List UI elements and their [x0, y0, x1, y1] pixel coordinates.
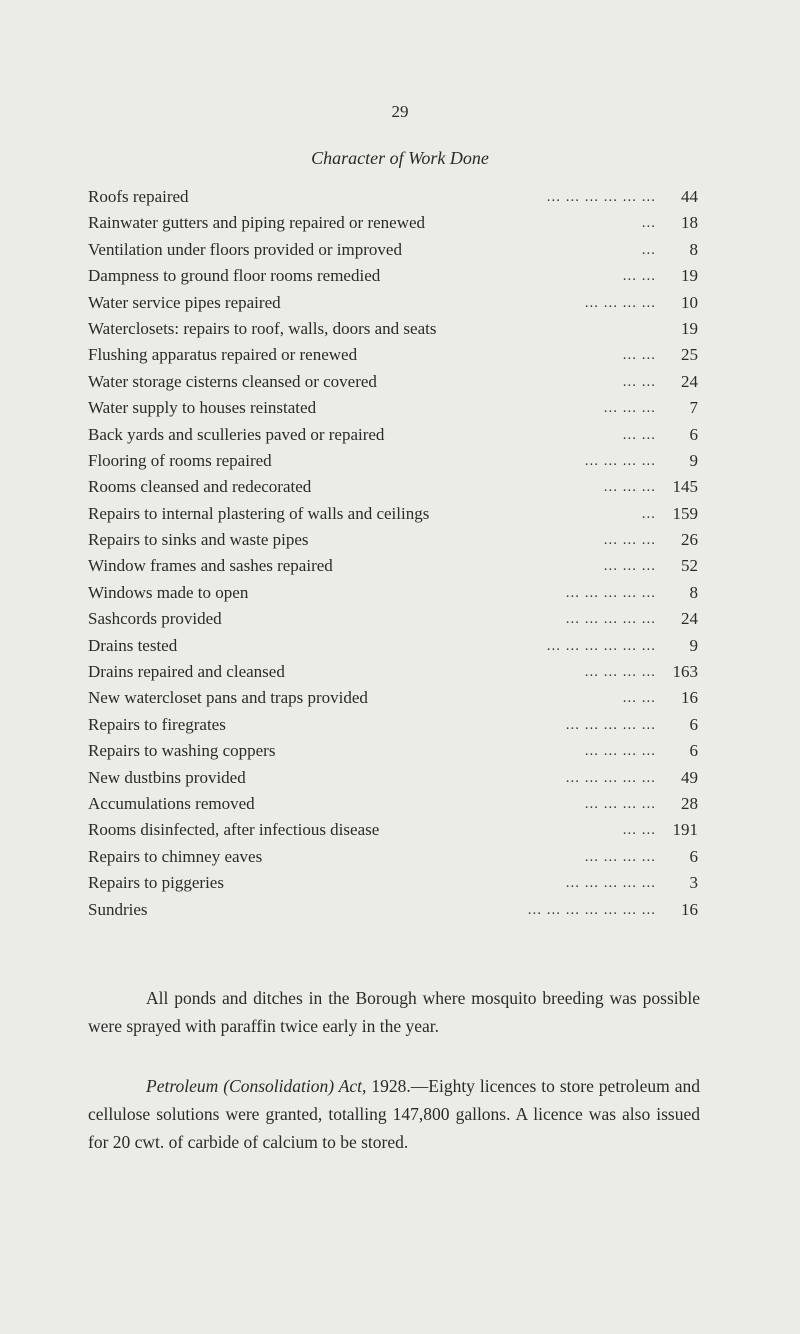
leader-dots: ... ... ... ... — [584, 743, 656, 760]
petroleum-act-text: 1928.—Eighty licences to store petroleum and cellulose solutions were granted, totalling 147,800 gallons. A licence was also issued for 20 cwt. of carbide of calcium to be stored. — [88, 1076, 700, 1152]
leader-dots: ... ... ... ... — [584, 452, 656, 469]
item-label: Rainwater gutters and piping repaired or renewed — [88, 213, 426, 233]
list-item — [88, 765, 708, 791]
item-count: 16 — [681, 688, 698, 708]
list-item — [88, 844, 708, 870]
leader-dots: ... ... ... ... — [584, 848, 656, 865]
list-item — [88, 210, 708, 236]
leader-dots: ... ... ... ... — [584, 294, 656, 311]
item-label: Repairs to piggeries — [88, 873, 224, 893]
leader-dots: ... ... ... ... ... — [565, 769, 656, 786]
list-item — [88, 791, 708, 817]
item-count: 6 — [689, 846, 698, 866]
leader-dots: ... ... ... ... ... ... — [546, 189, 656, 205]
leader-dots: ... ... — [622, 373, 656, 390]
leader-dots: ... — [641, 505, 656, 522]
leader-dots: ... — [641, 215, 656, 232]
item-count: 9 — [689, 450, 698, 470]
item-count: 52 — [681, 556, 698, 576]
item-count: 26 — [681, 530, 698, 550]
list-item — [88, 527, 708, 553]
item-count: 6 — [689, 714, 698, 734]
leader-dots: ... ... — [622, 268, 656, 285]
item-count: 10 — [681, 292, 698, 312]
item-label: Accumulations removed — [88, 793, 255, 813]
leader-dots: ... ... — [622, 690, 656, 707]
list-item — [88, 422, 708, 448]
list-item — [88, 685, 708, 711]
item-label: Repairs to internal plastering of walls and ceilings — [88, 503, 430, 523]
mosquito-paragraph: All ponds and ditches in the Borough where mosquito breeding was possible were sprayed with paraffin twice early in the year. — [88, 988, 700, 1036]
item-count: 24 — [681, 371, 698, 391]
petroleum-paragraph — [88, 1072, 700, 1156]
item-count: 19 — [681, 266, 698, 286]
item-count: 24 — [681, 609, 698, 629]
item-label: Water service pipes repaired — [88, 292, 281, 312]
item-label: Dampness to ground floor rooms remedied — [88, 266, 381, 286]
item-label: Ventilation under floors provided or improved — [88, 239, 402, 259]
item-count: 159 — [672, 503, 698, 523]
item-label: Sashcords provided — [88, 609, 222, 629]
item-count: 16 — [681, 899, 698, 919]
item-count: 25 — [681, 345, 698, 365]
leader-dots: ... ... ... ... — [584, 664, 656, 681]
list-item — [88, 184, 708, 210]
list-item — [88, 448, 708, 474]
list-item — [88, 580, 708, 606]
item-label: Sundries — [88, 899, 148, 919]
leader-dots: ... ... ... — [603, 532, 656, 549]
item-count: 8 — [689, 582, 698, 602]
leader-dots: ... ... ... ... ... ... — [546, 637, 656, 654]
leader-dots: ... ... ... ... ... — [565, 611, 656, 628]
leader-dots: ... ... — [622, 426, 656, 443]
leader-dots: ... ... ... ... — [584, 795, 656, 812]
item-count: 18 — [681, 213, 698, 233]
petroleum-act-heading: Petroleum (Consolidation) Act, — [146, 1076, 367, 1096]
list-item — [88, 738, 708, 764]
list-item — [88, 606, 708, 632]
list-item — [88, 290, 708, 316]
list-item — [88, 817, 708, 843]
item-label: Repairs to washing coppers — [88, 741, 276, 761]
leader-dots: ... ... ... ... ... — [565, 716, 656, 733]
list-item — [88, 237, 708, 263]
item-count: 6 — [689, 741, 698, 761]
item-label: Rooms disinfected, after infectious disease — [88, 820, 380, 840]
leader-dots: ... ... — [622, 347, 656, 364]
list-item — [88, 553, 708, 579]
item-label: Water supply to houses reinstated — [88, 398, 317, 418]
list-item — [88, 395, 708, 421]
work-done-list — [88, 184, 708, 923]
item-count: 49 — [681, 767, 698, 787]
item-label: Repairs to chimney eaves — [88, 846, 263, 866]
leader-dots: ... ... ... — [603, 400, 656, 417]
item-label: Roofs repaired — [88, 187, 189, 206]
list-item — [88, 474, 708, 500]
item-label: Window frames and sashes repaired — [88, 556, 333, 576]
item-label: Rooms cleansed and redecorated — [88, 477, 312, 497]
item-count: 9 — [689, 635, 698, 655]
item-count: 3 — [689, 873, 698, 893]
list-item — [88, 263, 708, 289]
leader-dots: ... ... ... ... ... — [565, 584, 656, 601]
list-item — [88, 659, 708, 685]
list-item — [88, 501, 708, 527]
list-item — [88, 342, 708, 368]
item-count: 44 — [681, 187, 698, 206]
item-count: 191 — [672, 820, 698, 840]
item-label: Drains repaired and cleansed — [88, 662, 285, 682]
section-title: Character of Work Done — [311, 148, 489, 168]
page-number: 29 — [391, 102, 409, 121]
list-item — [88, 712, 708, 738]
leader-dots: ... ... ... — [603, 558, 656, 575]
item-label: Repairs to sinks and waste pipes — [88, 530, 309, 550]
item-count: 7 — [689, 398, 698, 418]
item-count: 6 — [689, 424, 698, 444]
item-count: 8 — [689, 239, 698, 259]
item-label: New dustbins provided — [88, 767, 246, 787]
list-item — [88, 633, 708, 659]
leader-dots: ... ... — [622, 822, 656, 839]
item-label: New watercloset pans and traps provided — [88, 688, 368, 708]
list-item — [88, 369, 708, 395]
item-label: Water storage cisterns cleansed or covered — [88, 371, 377, 391]
list-item — [88, 897, 708, 923]
item-label: Windows made to open — [88, 582, 249, 602]
leader-dots: ... — [641, 241, 656, 258]
item-label: Flushing apparatus repaired or renewed — [88, 345, 358, 365]
leader-dots: ... ... ... ... ... — [565, 875, 656, 892]
item-count: 19 — [681, 318, 698, 338]
item-label: Waterclosets: repairs to roof, walls, doors and seats — [88, 318, 437, 338]
list-item — [88, 316, 708, 342]
item-label: Flooring of rooms repaired — [88, 450, 272, 470]
leader-dots: ... ... ... ... ... ... ... — [527, 901, 656, 918]
item-label: Repairs to firegrates — [88, 714, 226, 734]
item-label: Drains tested — [88, 635, 178, 655]
item-count: 145 — [672, 477, 698, 497]
item-label: Back yards and sculleries paved or repaired — [88, 424, 385, 444]
item-count: 28 — [681, 793, 698, 813]
leader-dots: ... ... ... — [603, 479, 656, 496]
item-count: 163 — [672, 662, 698, 682]
list-item — [88, 870, 708, 896]
